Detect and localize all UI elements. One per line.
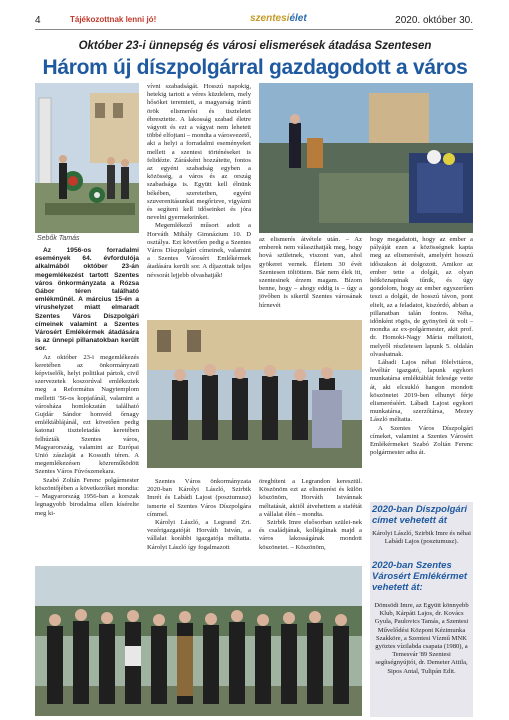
- article-paragraph: Az október 23-i megemlékezés keretében az önkormányzati képviselők, helyi politikai pártok, civil szervezetek koszorúval emlékeztek meg a Református Nagytemplom melletti '56-os kopjafánál, valamint a városháza homlokzatán található Gujdár Sándor homvéd őrnagy emléktáblájánál, ezt követően pedig katonai tiszteletadás keretében felhúzták Szentes város, Magyarország, valamint az Európai Unió zászlaját a Kossuth téren. A megemlékezésen közreműködött Szentes Város Fúvószenekara.: [35, 353, 139, 476]
- article-paragraph: hogy megadatott, hogy az ember a pályáját ezen a közösségnek kapta meg az elismerését, amelyért hosszú időszakon át dolgozott. Amikor az ember tette a dolgát, az olyan hétköznapinak tűnik, és úgy gondolom, hogy az ember egyszerűen teszi a dolgát, de hosszú távon, pont eltelt, az a feladatot, kiszórdó, abban a pillanatban talán fontos. Néha, időnként rögös, de gyönyörű út volt – mondta az ex-polgármester, akit prof. dr. Homoki-Nagy Mária méltatott, melyről részletesen lapunk 5. oldalán olvashatnak.: [370, 236, 473, 358]
- article-paragraph: Megemlékező műsort adott a Horváth Mihály Gimnázium 10. D osztálya. Ezt követően pedig a Szentes Város Díszpolgári címeinek, valamint a Szentes Városért Emlékérmek átadására került sor. A díjazottak teljes névsorát lejjebb olvashatják!: [147, 222, 251, 279]
- article-column-2-bottom: [147, 478, 251, 552]
- article-column-3-top: [259, 236, 362, 310]
- issue-date: 2020. október 30.: [395, 15, 473, 26]
- group-photo: [35, 566, 362, 716]
- article-paragraph: Károlyi László, a Legrand Zrt. vezérigazgatóját Horváth István, a vállalat korábbi igazgatója méltatta. Károlyi László így fogalmazott: [147, 519, 251, 551]
- sidebar-heading-honorary-citizens: 2020-ban Díszpolgári címet vehetett át: [372, 504, 468, 526]
- speech-photo: [259, 83, 473, 233]
- page-number: 4: [35, 15, 41, 26]
- article-column-1: [35, 247, 139, 518]
- article-paragraph: Szirbik Imre elsősorban szülei-nek és családjának, kollégáinak majd a város lakosságának mondott köszönetet. – Köszönöm,: [259, 519, 362, 551]
- header-tagline: Tájékozottnak lenni jó!: [70, 15, 157, 24]
- article-column-4: [370, 236, 473, 457]
- header-divider: [35, 29, 473, 30]
- article-column-2-top: [147, 83, 251, 280]
- article-paragraph: A Szentes Város Díszpolgári címeket, valamint a Szentes Városért Emlékérmeket Szabó Zoltán Ferenc polgármester adta át.: [370, 424, 473, 457]
- article-paragraph: vívni szabadságát. Hosszú napokig, hetekig tartott a véres küzdelem, mely hősöket teremtett, a magyarság iránti örök elismerést és tiszteletet ébresztette. A lakosság szabad életre vágyott és ezt a vágyat nem lehetett többé elfojtani – mondta a városvezető, aki a helyi a forradalmi eseményeket mellett a szentesi történéseket is felidézte. Zárásként hozzátette, fontos az egyéni szabadság egyben a közösség, a város és az ország szabadsága is. Együtt kell élnünk békében, szeretetben, egyéni szuverenitásunkat megőrizve, vigyázni és segíteni kell időseinket és jóra nevelni gyermekeinket.: [147, 83, 251, 222]
- article-lead: Az 1956-os forradalmi események 64. évfordulója alkalmából október 23-án megemlékezést tartott Szentes város önkormányzata a Rózsa Gábor téren található emlékműnél. A március 15-én a vírushelyzet miatt elmaradt Szentes Város Díszpolgári címeinek valamint a Szentes Városért Emlékérmek átadására is az ünnepi pillanatokban került sor.: [35, 247, 139, 353]
- sidebar-medal-recipients: Dömsödi Imre, az Együtt könnyebb Klub, Kárpáti Lajos, dr. Kovács Gyula, Paulovics Tamás, a Szentesi Művelődési Központ Kézimunka Szakköre, a Szentesi Vízmű MNK gyöztes vízilabda csapata (1980), a Temesvár '89 Szentesi segítségnyújtói, dr. Demeter Attila, Sipos Antal, Tulipán Edit.: [374, 602, 469, 675]
- photo-credit: Sebők Tamás: [37, 235, 80, 242]
- sidebar-heading-medals: 2020-ban Szentes Városért Emlékérmet vehetett át:: [372, 560, 468, 593]
- article-paragraph: Lábadi Lajos néhai fölelvitáros, levéltár igazgató, lapunk egykori munkatársa emléktáblát felesége vette át, aki elcsukló hangon mondott köszönetet 2019-ben elhunyt férje elismeréséért. Lábadi Lajost egykori munkatársa, szerzőtársa, Mezey László méltatta.: [370, 359, 473, 424]
- article-paragraph: az elismerés átvétele után. – Az emberek nem választhatják meg, hogy hová születnek, viszont van, ahol gyökeret vernek. Életem 30 évét Szentesen töltöttem. Bár nem élek itt, szentesinek érzem magam. Bízom benne, hogy – ahogy eddig is – úgy a jövőben is sikerül Szentes városának hírnevét: [259, 236, 362, 309]
- article-paragraph: Szentes Város önkormányzata 2020-ban Károlyi László, Szirbik Imrét és Labádi Lajost (posztumusz) ismerte el Szentes Város Díszpolgára címmel.: [147, 478, 251, 518]
- honorees-photo: [147, 320, 362, 468]
- article-paragraph: öregbíteni a Legrandon keresztül. Köszönöm ezt az elismerést és külön köszönöm, Horváth Istvánnak méltatását, akitől átvehettem a stafétát a vállalat élén – mondta.: [259, 478, 362, 518]
- article-paragraph: Szabó Zoltán Ferenc polgármester köszöntőjében a következőket mondta: – Magyarország 1956-ban a korszak legnagyobb birodalma ellen kísérelte meg ki-: [35, 476, 139, 517]
- article-title: Három új díszpolgárral gazdagodott a város: [42, 56, 468, 79]
- newspaper-logo: szentesiélet: [250, 13, 307, 24]
- sidebar-honorary-citizens: Károlyi László, Szirbik Imre és néhai Labádi Lajos (posztumusz).: [372, 530, 471, 546]
- monument-photo: [35, 83, 139, 233]
- article-kicker: Október 23-i ünnepség és városi elismerések átadása Szentesen: [78, 40, 432, 52]
- article-column-3-bottom: [259, 478, 362, 552]
